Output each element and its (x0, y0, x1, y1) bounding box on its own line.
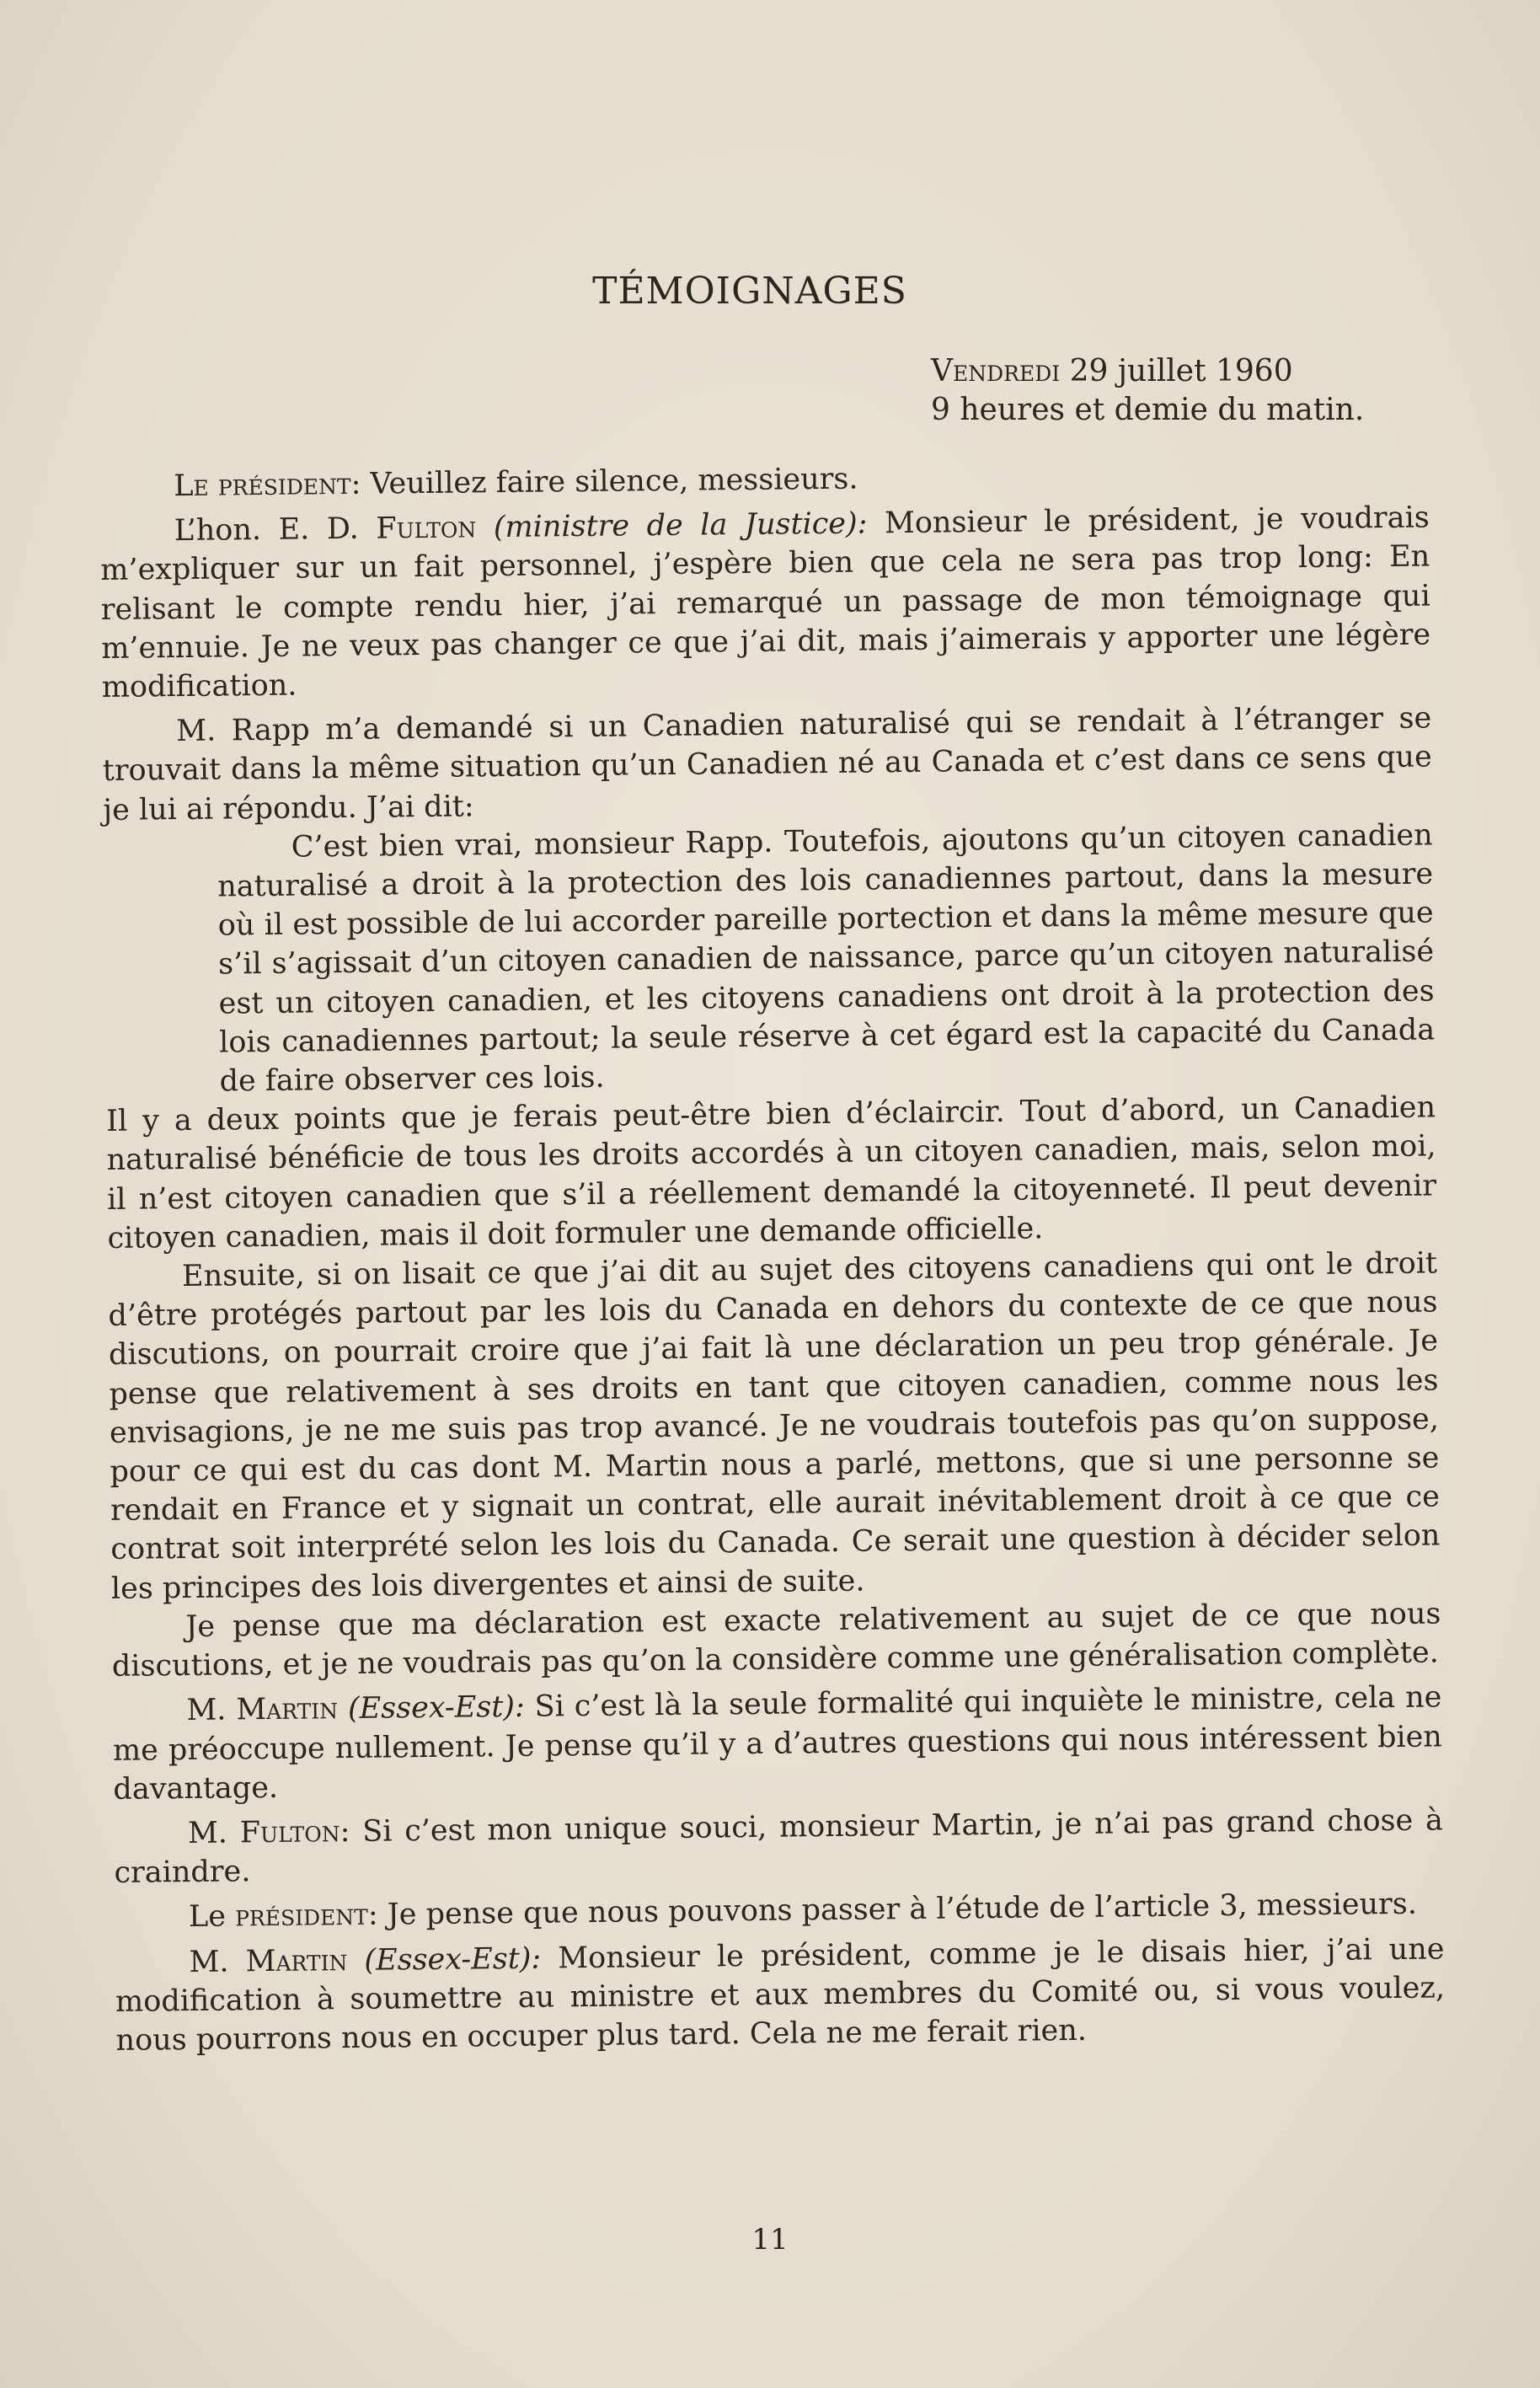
transcript-body (99, 453, 1446, 2060)
speaker-prefix: M. (186, 1693, 227, 1728)
speaker-label: Fulton (376, 511, 477, 546)
paragraph-text: Je pense que nous pouvons passer à l’étude de l’article 3, messieurs. (377, 1887, 1418, 1932)
paragraph-text: Si c’est mon unique souci, monsieur Martin, je n’ai pas grand chose à craindre. (114, 1803, 1444, 1891)
paragraph-5: Ensuite, si on lisait ce que j’ai dit au sujet des citoyens canadiens qui ont le droit d’être protégés partout par les lois du Canada en dehors du contexte de ce que nous discutions, on pourrait croire que j’ai fait là une déclaration un peu trop générale. Je pense que relativement à ses droits en tant que citoyen canadien, comme nous les envisagions, je ne me suis pas trop avancé. Je ne voudrais toutefois pas qu’on suppose, pour ce qui est du cas dont M. Martin nous a parlé, mettons, que si une personne se rendait en France et y signait un contrat, elle aurait inévitablement droit à ce que ce contrat soit interprété selon les lois du Canada. Ce serait une question à décider selon les principes des lois divergentes et ainsi de suite. (108, 1246, 1441, 1606)
speaker-label: Fulton: (239, 1814, 350, 1850)
page-title: TÉMOIGNAGES (592, 270, 907, 313)
speaker-prefix: L’hon. E. D. (174, 511, 359, 549)
date-line (931, 352, 1364, 391)
paragraph-3: M. Rapp m’a demandé si un Canadien naturalisé qui se rendait à l’étranger se trouvait dans la même situation qu’un Canadien né au Canada et c’est dans ce sens que je lui ai répondu. J’ai dit: (102, 701, 1432, 827)
paragraph-8 (114, 1801, 1444, 1893)
paragraph-1 (99, 453, 1429, 506)
paragraph-6: Je pense que ma déclaration est exacte relativement au sujet de ce que nous discutions, et je ne voudrais pas qu’on la considère comme une généralisation complète. (111, 1597, 1441, 1684)
weekday: Vendredi (931, 354, 1061, 388)
block-quote: C’est bien vrai, monsieur Rapp. Toutefois, ajoutons qu’un citoyen canadien naturalisé a droit à la protection des lois canadiennes partout, dans la mesure où il est possible de lui accorder pareille portection et dans la même mesure que s’il s’agissait d’un citoyen canadien de naissance, parce qu’un citoyen naturalisé est un citoyen canadien, et les citoyens canadiens ont droit à la protection des lois canadiennes partout; la seule réserve à cet égard est la capacité du Canada de faire observer ces lois. (217, 818, 1436, 1099)
paragraph-2 (100, 499, 1431, 708)
speaker-label: Le président: (174, 467, 361, 504)
paragraph-7 (112, 1679, 1442, 1809)
speaker-label: Martin (236, 1692, 339, 1727)
speaker-role: (Essex-Est): (347, 1690, 525, 1727)
speaker-label: président: (234, 1898, 378, 1934)
paragraph-9 (115, 1885, 1444, 1938)
time-line: 9 heures et demie du matin. (931, 393, 1365, 427)
speaker-role: (Essex-Est): (364, 1941, 542, 1978)
date: 29 juillet 1960 (1069, 354, 1293, 388)
speaker-prefix: Le (188, 1899, 227, 1935)
speaker-prefix: M. (189, 1945, 229, 1979)
paragraph-10 (115, 1930, 1445, 2060)
speaker-prefix: M. (187, 1816, 228, 1850)
page-number: 11 (751, 2223, 789, 2257)
paragraph-text: Si c’est là la seule formalité qui inquiète le ministre, cela ne me préoccupe nullement. Je pense qu’il y a d’autres questions qui nous intéressent bien davantage. (112, 1680, 1443, 1807)
speaker-label: Martin (245, 1943, 348, 1978)
paragraph-4: Il y a deux points que je ferais peut-être bien d’éclaircir. Tout d’abord, un Canadien naturalisé bénéficie de tous les droits accordés à un citoyen canadien, mais, selon moi, il n’est citoyen canadien que s’il a réellement demandé la citoyenneté. Il peut devenir citoyen canadien, mais il doit formuler une demande officielle. (105, 1090, 1437, 1256)
paragraph-text: Veuillez faire silence, messieurs. (361, 462, 858, 501)
date-block (931, 352, 1364, 430)
paragraph-text: Monsieur le président, comme je le disais hier, j’ai une modification à soumettre au ministre et aux membres du Comité ou, si vous voulez, nous pourrons nous en occuper plus tard. Cela ne me ferait rien. (115, 1931, 1446, 2058)
speaker-role: (ministre de la Justice): (493, 506, 868, 545)
paragraph-text: Monsieur le président, je voudrais m’expliquer sur un fait personnel, j’espère bien que cela ne sera pas trop long: En relisant le compte rendu hier, j’ai remarqué un passage de mon témoignage qui m’ennuie. Je ne veux pas changer ce que j’ai dit, mais j’aimerais y apporter une légère modification. (100, 501, 1431, 705)
